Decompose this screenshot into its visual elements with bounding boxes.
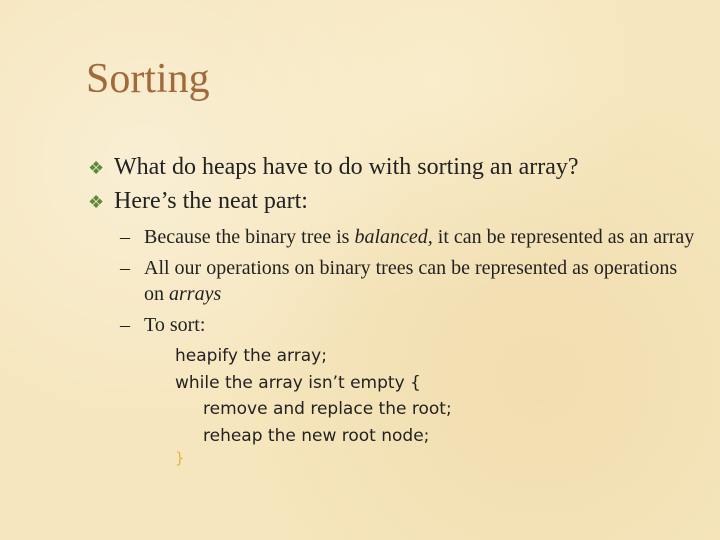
dash-marker: – [120, 314, 130, 336]
diamond-bullet-icon: ❖ [88, 158, 105, 178]
bullet-list [88, 150, 698, 467]
bullet-item [88, 150, 698, 184]
code-closing-brace: } [175, 449, 185, 467]
dash-marker: – [120, 226, 130, 248]
sub-bullet-list [120, 224, 698, 467]
code-line: remove and replace the root; [203, 399, 452, 419]
sub-text: All our operations on binary trees can be represented as operations on [144, 257, 678, 305]
code-line: while the array isn’t empty { [175, 372, 421, 393]
code-line: reheap the new root node; [203, 425, 430, 446]
sub-text: To sort: [144, 314, 206, 336]
sub-bullet-item [120, 312, 698, 338]
sub-text-emphasis: balanced, [354, 226, 433, 248]
dash-marker: – [120, 257, 130, 279]
sub-bullet-item [120, 224, 698, 250]
sub-text: it can be represented as an array [432, 226, 695, 248]
code-line: heapify the array; [175, 346, 327, 366]
diamond-bullet-icon: ❖ [88, 192, 105, 212]
bullet-text: Here’s the neat part: [114, 188, 308, 214]
pseudocode-block [175, 343, 698, 467]
bullet-item [88, 184, 698, 218]
sub-text-emphasis: arrays [169, 283, 222, 305]
bullet-text: What do heaps have to do with sorting an array? [114, 154, 579, 180]
slide-title: Sorting [86, 56, 210, 102]
sub-bullet-item [120, 255, 698, 307]
sub-text: Because the binary tree is [144, 226, 355, 248]
